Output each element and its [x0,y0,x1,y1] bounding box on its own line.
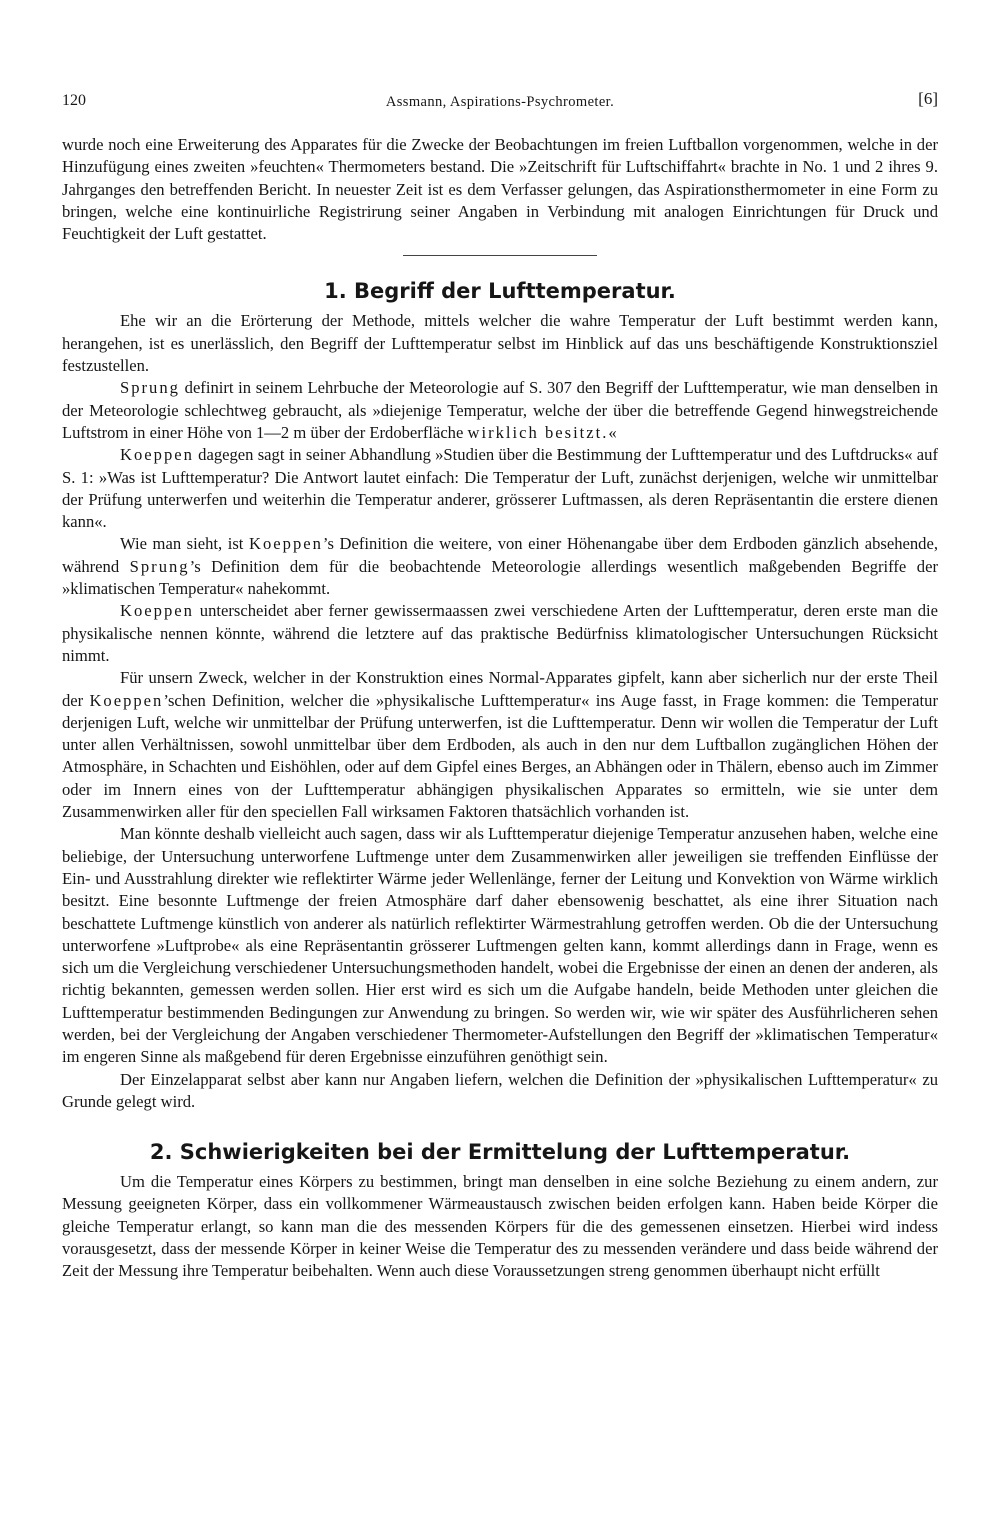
section-1-heading: 1. Begriff der Lufttemperatur. [324,279,676,304]
intro-paragraph: wurde noch eine Erweiterung des Apparates für die Zwecke der Beobachtungen im freien Luftballon vorgenommen, welche in der Hinzufügung eines zweiten »feuchten« Thermometers bestand. Die »Zeitschrift für Luftschiffahrt« brachte in No. 1 und 2 ihres 9. Jahrganges den betreffenden Bericht. In neuester Zeit ist es dem Verfasser gelungen, das Aspirationsthermometer in eine Form zu bringen, welche eine kontinuirliche Registrirung seiner Angaben in Verbindung mit analogen Einrichtungen für Druck und Feuchtigkeit der Luft gestattet. [62,135,938,244]
running-header [62,88,938,114]
paragraph: Ehe wir an die Erörterung der Methode, mittels welcher die wahre Temperatur der Luft bestimmt werden kann, herangehen, ist es unerlässlich, den Begriff der Lufttemperatur selbst im Hinblick auf das uns beschäftigende Konstruktionsziel festzustellen. [62,311,938,376]
author-name: Koeppen [249,534,323,554]
paragraph: Sprung definirt in seinem Lehrbuche der Meteorologie auf S. 307 den Begriff der Lufttemperatur, wie man denselben in der Meteorologie schlechtweg gebraucht, als »diejenige Temperatur, welche der über die betreffende Gegend hinwegstreichende Luftstrom in einer Höhe von 1—2 m über der Erdoberfläche wirklich besitzt.« [62,378,938,442]
paragraph: Man könnte deshalb vielleicht auch sagen, dass wir als Lufttemperatur diejenige Temperatur anzusehen haben, welche eine beliebige, der Untersuchung unterworfene Luftmenge unter dem Zusammenwirken aller jeweiligen sie treffenden Einflüsse der Ein- und Ausstrahlung direkter wie reflektirter Wärme jeder Wellenlänge, ferner der Leitung und Konvektion von Wärme wirklich besitzt. Eine besonnte Luftmenge der freien Atmosphäre darf daher ebensowenig beschattet, als eine ihrer Situation nach beschattete Luftmenge künstlich von anderer als natürlich reflektirter Wärmestrahlung getroffen werden. Ob die der Untersuchung unterworfene »Luftprobe« als eine Repräsentantin grösserer Luftmengen gelten kann, kommt allerdings dann in Frage, wenn es sich um die Vergleichung verschiedener Untersuchungsmethoden handelt, wobei die Ergebnisse der einen an denen der anderen, als richtig bekannten, gemessen werden sollen. Hier erst wird es sich um die Aufgabe handeln, beide Methoden unter gleichen die Lufttemperatur bestimmenden Bedingungen zur Anwendung zu bringen. So werden wir, wie wir später des Ausführlicheren sehen werden, bei der Vergleichung der Angaben verschiedener Thermometer-Aufstellungen den Begriff der »klimatischen Temperatur« im engeren Sinne als maßgebend für deren Ergebnisse einzuführen genöthigt sein. [62,824,938,1067]
paragraph: Für unsern Zweck, welcher in der Konstruktion eines Normal-Apparates gipfelt, kann aber sicherlich nur der erste Theil der Koeppen’schen Definition, welcher die »physikalische Lufttemperatur« ins Auge fasst, in Frage kommen: die Temperatur derjenigen Luft, welche wir unmittelbar der Prüfung unterwerfen, ist die Lufttemperatur. Denn wir wollen die Temperatur der Luft unter allen Verhältnissen, sowohl unmittelbar über dem Erdboden, als auch in den nur dem Luftballon zugänglichen Höhen der Atmosphäre, in Schachten und Eishöhlen, oder auf dem Gipfel eines Berges, an Abhängen oder in Thälern, ebenso auch im Zimmer oder im Innern eines von der Lufttemperatur abhängigen physikalischen Apparates so ermitteln, wie sie unter dem Zusammenwirken aller für den speciellen Fall wirksamen Faktoren thatsächlich vorhanden ist. [62,668,938,822]
author-name: Sprung [129,556,190,576]
page-bracket-number: [6] [918,89,938,108]
running-title: Assmann, Aspirations-Psychrometer. [385,94,615,110]
paragraph: Koeppen dagegen sagt in seiner Abhandlung »Studien über die Bestimmung der Lufttemperatur und des Luftdrucks« auf S. 1: »Was ist Lufttemperatur? Die Antwort lautet einfach: Die Temperatur der Luft, zunächst derjenigen, welche wir unmittelbar der Prüfung unterwerfen und weiterhin die Temperatur anderer, grösserer Luftmassen, als deren Repräsentantin die erstere dienen kann«. [62,445,938,532]
paragraph: Der Einzelapparat selbst aber kann nur Angaben liefern, welchen die Definition der »physikalischen Lufttemperatur« zu Grunde gelegt wird. [62,1069,938,1111]
section-divider [403,255,597,256]
author-name: Koeppen [120,445,194,465]
author-name: Koeppen [89,690,164,710]
author-name: Koeppen [120,601,194,621]
page-body [62,134,938,1283]
page-number: 120 [62,92,86,109]
paragraph: Wie man sieht, ist Koeppen’s Definition die weitere, von einer Höhenangabe über dem Erdboden gänzlich absehende, während Sprung’s Definition dem für die beobachtende Meteorologie allerdings wesentlich maßgebenden Begriffe der »klimatischen Temperatur« nahekommt. [62,534,938,599]
section-2-heading: 2. Schwierigkeiten bei der Ermittelung der Lufttemperatur. [149,1140,851,1165]
paragraph: Koeppen unterscheidet aber ferner gewissermaassen zwei verschiedene Arten der Lufttemperatur, deren erste man die physikalische nennen könnte, während die letztere auf das praktische Bedürfniss klimatologischer Untersuchungen Rücksicht nimmt. [62,601,938,665]
author-name: Sprung [120,378,180,398]
paragraph: Um die Temperatur eines Körpers zu bestimmen, bringt man denselben in eine solche Beziehung zu einem andern, zur Messung geeigneten Körper, dass ein vollkommener Wärmeaustausch zwischen beiden erfolgen kann. Haben beide Körper die gleiche Temperatur erlangt, so kann man die des messenden Körpers für die des gemessenen einsetzen. Hierbei wird indess vorausgesetzt, dass der messende Körper in keiner Weise die Temperatur des zu messenden verändere und dass beide während der Zeit der Messung ihre Temperatur beibehalten. Wenn auch diese Voraussetzungen streng genommen überhaupt nicht erfüllt [62,1172,938,1281]
